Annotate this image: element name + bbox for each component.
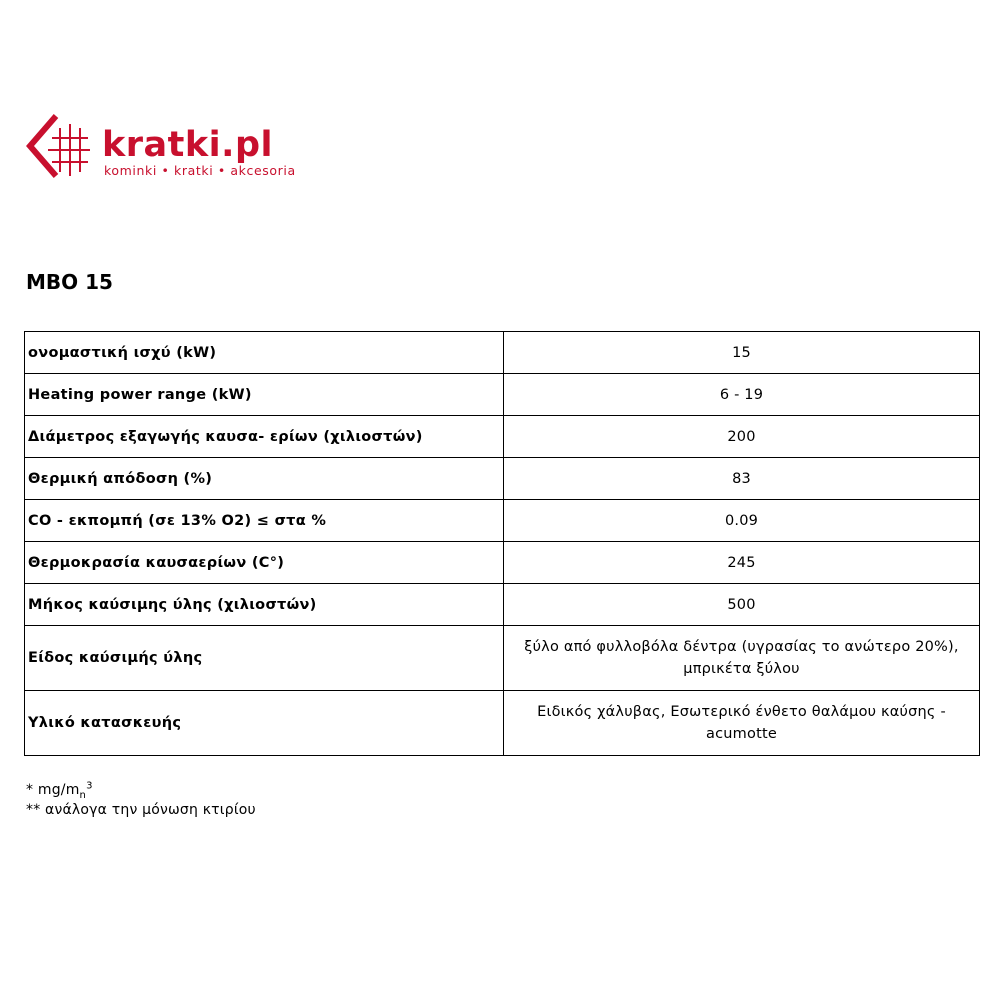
row-value-line: μπρικέτα ξύλου bbox=[683, 661, 800, 677]
table-row-fuel-length bbox=[25, 584, 980, 626]
footnote-insulation: ** ανάλογα την μόνωση κτιρίου bbox=[26, 802, 256, 818]
row-value: 15 bbox=[504, 332, 980, 374]
table-row-fuel-type bbox=[25, 626, 980, 691]
row-label: Θερμική απόδοση (%) bbox=[25, 458, 504, 500]
fireplace-grid-logo-icon bbox=[26, 112, 92, 182]
row-label: Μήκος καύσιμης ύλης (χιλιοστών) bbox=[25, 584, 504, 626]
row-value bbox=[504, 626, 980, 691]
row-value: 83 bbox=[504, 458, 980, 500]
footnote-unit-text: * mg/m bbox=[26, 782, 80, 798]
table-row-nominal-power bbox=[25, 332, 980, 374]
row-label: CO - εκπομπή (σε 13% O2) ≤ στα % bbox=[25, 500, 504, 542]
table-row-efficiency bbox=[25, 458, 980, 500]
footnote-unit bbox=[26, 780, 256, 800]
row-label: Heating power range (kW) bbox=[25, 374, 504, 416]
footnote-unit-superscript: 3 bbox=[86, 780, 93, 792]
row-value-line: acumotte bbox=[706, 726, 777, 742]
logo-wordmark: kratki.pl bbox=[102, 125, 274, 165]
row-value-line: ξύλο από φυλλοβόλα δέντρα (υγρασίας το ανώτερο 20%), bbox=[524, 639, 959, 655]
table-row-flue-diameter bbox=[25, 416, 980, 458]
footnote-unit-subscript: n bbox=[79, 789, 87, 801]
row-value: 500 bbox=[504, 584, 980, 626]
table-row-flue-temperature bbox=[25, 542, 980, 584]
table-row-power-range bbox=[25, 374, 980, 416]
row-label: Είδος καύσιμής ύλης bbox=[25, 626, 504, 691]
row-label: Θερμοκρασία καυσαερίων (C°) bbox=[25, 542, 504, 584]
brand-logo bbox=[26, 112, 346, 184]
page-title: MBO 15 bbox=[26, 270, 113, 294]
table-row-co-emission bbox=[25, 500, 980, 542]
spec-table bbox=[24, 331, 980, 756]
logo-tagline: kominki • kratki • akcesoria bbox=[104, 163, 296, 178]
row-value-line: Ειδικός χάλυβας, Εσωτερικό ένθετο θαλάμου καύσης - bbox=[537, 704, 946, 720]
row-label: Υλικό κατασκευής bbox=[25, 691, 504, 756]
row-value bbox=[504, 691, 980, 756]
row-label: ονομαστική ισχύ (kW) bbox=[25, 332, 504, 374]
table-row-material bbox=[25, 691, 980, 756]
row-value: 200 bbox=[504, 416, 980, 458]
footnotes bbox=[26, 780, 256, 820]
row-value: 6 - 19 bbox=[504, 374, 980, 416]
row-value: 0.09 bbox=[504, 500, 980, 542]
row-value: 245 bbox=[504, 542, 980, 584]
row-label: Διάμετρος εξαγωγής καυσα- ερίων (χιλιοστών) bbox=[25, 416, 504, 458]
